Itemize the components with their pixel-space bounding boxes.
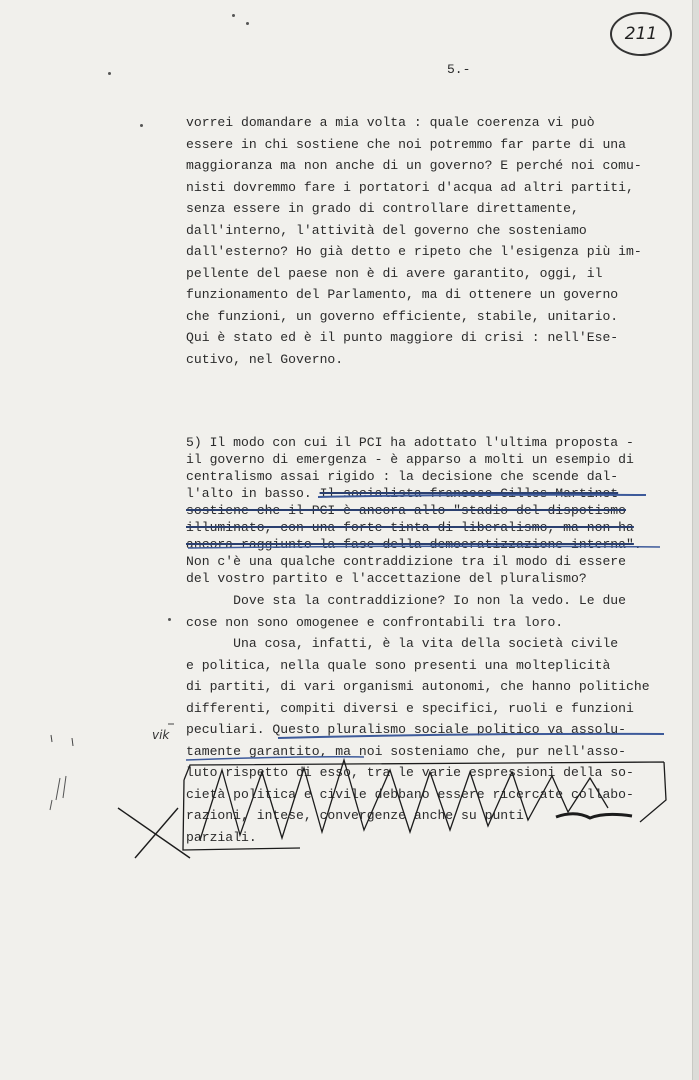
- text-line: che funzioni, un governo efficiente, stabile, unitario.: [186, 309, 619, 324]
- text-line: dall'esterno? Ho già detto e ripeto che l'esigenza più im-: [186, 244, 642, 259]
- text-line: parziali.: [186, 830, 257, 845]
- text-line: cutivo, nel Governo.: [186, 352, 344, 367]
- blue-underline: [188, 546, 660, 548]
- deletion-box: [183, 762, 666, 850]
- question-line: il governo di emergenza - è apparso a molti un esempio di: [186, 452, 634, 467]
- text-line: nisti dovremmo fare i portatori d'acqua ad altri partiti,: [186, 180, 634, 195]
- question-text: .: [633, 537, 642, 552]
- text-line: pellente del paese non è di avere garantito, oggi, il: [186, 266, 603, 281]
- text-line: senza essere in grado di controllare direttamente,: [186, 201, 579, 216]
- margin-ticks: [51, 724, 174, 746]
- text-line: differenti, compiti diversi e specifici, ruoli e funzioni: [186, 701, 634, 716]
- struck-text: sostiene che il PCI è ancora allo "stadio del dispotismo: [186, 503, 627, 518]
- text-line: vorrei domandare a mia volta : quale coerenza vi può: [186, 115, 595, 130]
- text-line: e politica, nella quale sono presenti una molteplicità: [186, 658, 611, 673]
- ink-blot: [556, 814, 632, 818]
- question-text: l'alto in basso.: [186, 486, 320, 501]
- struck-text: illuminato, con una forte tinta di liberalismo, ma non ha: [186, 520, 634, 535]
- struck-text: ancora raggiunto la fase della democratizzazione interna": [186, 537, 634, 552]
- text-line: essere in chi sostiene che noi potremmo far parte di una: [186, 137, 627, 152]
- struck-text: Il socialista francese Gilles Martinet: [319, 486, 619, 501]
- margin-ticks: [50, 776, 66, 810]
- margin-x-mark: [118, 808, 190, 858]
- text-line: tamente garantito, ma noi sosteniamo che, pur nell'asso-: [186, 744, 627, 759]
- text-line: Dove sta la contraddizione? Io non la vedo. Le due: [186, 593, 627, 608]
- text-line: maggioranza ma non anche di un governo? E perché noi comu-: [186, 158, 642, 173]
- question-line: centralismo assai rigido : la decisione che scende dal-: [186, 469, 619, 484]
- question-line: del vostro partito e l'accettazione del pluralismo?: [186, 571, 587, 586]
- text-line: dall'interno, l'attività del governo che sosteniamo: [186, 223, 587, 238]
- question-line: 5) Il modo con cui il PCI ha adottato l'ultima proposta -: [186, 435, 634, 450]
- text-line: di partiti, di vari organismi autonomi, che hanno politiche: [186, 679, 650, 694]
- page-number: 5.-: [447, 62, 471, 77]
- text-line: peculiari. Questo pluralismo sociale politico va assolu-: [186, 722, 627, 737]
- text-line: razioni, intese, convergenze anche su punti: [186, 808, 524, 823]
- deletion-scribble: [200, 760, 608, 840]
- blue-underline: [318, 495, 646, 497]
- text-line: Una cosa, infatti, è la vita della società civile: [186, 636, 619, 651]
- margin-handwritten-note: vik: [152, 728, 170, 742]
- text-line: funzionamento del Parlamento, ma di ottenere un governo: [186, 287, 619, 302]
- text-line: cietà politica e civile debbano essere ricercate collabo-: [186, 787, 634, 802]
- question-line: Non c'è una qualche contraddizione tra il modo di essere: [186, 554, 627, 569]
- text-line: Qui è stato ed è il punto maggiore di crisi : nell'Ese-: [186, 330, 619, 345]
- stamp-number: 211: [624, 24, 658, 44]
- blue-underline: [186, 757, 364, 760]
- text-line: luto rispetto di esso, tra le varie espressioni della so-: [186, 765, 634, 780]
- text-line: cose non sono omogenee e confrontabili tra loro.: [186, 615, 564, 630]
- blue-underline: [278, 734, 664, 738]
